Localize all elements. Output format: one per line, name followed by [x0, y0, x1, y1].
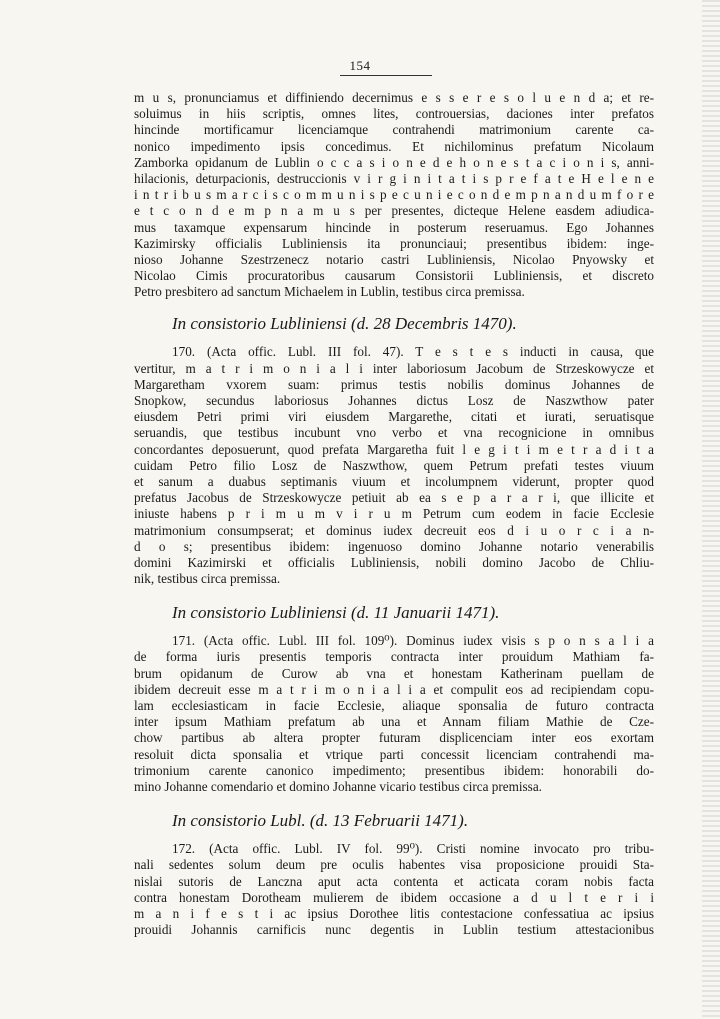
- text-line: e t c o n d e m p n a m u s per presentes, dicteque Helene easdem adiudica-: [134, 203, 654, 219]
- text-line: vertitur, m a t r i m o n i a l i inter laboriosum Jacobum de Strzeskowycze et: [134, 360, 654, 376]
- text-line: nali sedentes solum deum pre oculis habentes visa proposicione prouidi Sta-: [134, 857, 654, 873]
- entry-170-start: 170. (Acta offic. Lubl. III fol. 47). T e s t e s inducti in causa, que: [172, 344, 654, 360]
- text-line: contra honestam Dorotheam mulierem de ibidem occasione a d u l t e r i i: [134, 889, 654, 905]
- text-line: nislai sutoris de Lanczna aput acta contenta et acticata coram nobis facta: [134, 873, 654, 889]
- text-line: hilacionis, deturpacionis, destruccionis v i r g i n i t a t i s p r e f a t e H e l e n e: [134, 170, 654, 186]
- text-line: domini Kazimirski et officialis Lubliniensis, nobili domino Jacobo de Chliu-: [134, 554, 654, 570]
- text-line: cuidam Petro filio Losz de Naszwthow, quem Petrum prefati testes viuum: [134, 457, 654, 473]
- text-line: chow partibus ab altera propter futuram displicenciam inter eos exortam: [134, 730, 654, 746]
- text-line: trimonium carente canonico impedimento; presentibus ibidem: honorabili do-: [134, 762, 654, 778]
- text-line: Zamborka opidanum de Lublin o c c a s i o n e d e h o n e s t a c i o n i s, anni-: [134, 154, 654, 170]
- text-line: Margaretham vxorem suam: primus testis nobilis dominus Johannes de: [134, 376, 654, 392]
- text-line: inter ipsum Mathiam prefatum ab una et Annam filiam Mathie de Cze-: [134, 714, 654, 730]
- text-line: seruandis, que testibus incubunt vno verbo et vna recognicione in omnibus: [134, 425, 654, 441]
- text-line: eiusdem Petri primi viri eiusdem Margarethe, citati et iurati, seruatisque: [134, 409, 654, 425]
- text-line: prouidi Johannis carnificis nunc degentis in Lublin testium attestacionibus: [134, 922, 654, 938]
- text-line: nonico impedimento ipsis concedimus. Et nichilominus prefatum Nicolaum: [134, 138, 654, 154]
- text-line: m a n i f e s t i ac ipsius Dorothee litis contestacione confessatiua ac ipsius: [134, 905, 654, 921]
- text-line: d o s; presentibus ibidem: ingenuoso domino Johanne notario venerabilis: [134, 538, 654, 554]
- text-line: matrimonium consumpserat; et dominus iudex decreuit eos d i u o r c i a n-: [134, 522, 654, 538]
- text-line: Snopkow, secundus laboriosus Johannes dictus Losz de Naszwthow pater: [134, 393, 654, 408]
- page-text: [134, 90, 654, 938]
- page-number-rule: [340, 75, 432, 76]
- text-line: m u s, pronunciamus et diffiniendo decernimus e s s e r e s o l u e n d a; et re-: [134, 90, 654, 105]
- text-line: Nicolao Cimis procuratoribus causarum Consistorii Lubliniensis, et discreto: [134, 268, 654, 284]
- text-line: hincinde mortificamur licenciamque contrahendi matrimonium carente ca-: [134, 122, 654, 138]
- entry-172-start: 172. (Acta offic. Lubl. IV fol. 99⁰). Cristi nomine invocato pro tribu-: [172, 841, 654, 857]
- text-line: concordantes deposuerunt, quod prefata Margaretha fuit l e g i t i m e t r a d i t a: [134, 441, 654, 457]
- text-line: brum opidanum de Curow ab vna et honestam Katherinam puellam de: [134, 665, 654, 681]
- text-line: i n t r i b u s m a r c i s c o m m u n i s p e c u n i e c o n d e m p n a n d u m f o r e: [134, 187, 654, 203]
- text-line: de forma iuris presentis temporis contracta inter prouidum Mathiam fa-: [134, 649, 654, 665]
- text-line: lam ecclesiasticam in facie Ecclesie, aliaque sponsalia de futuro contracta: [134, 698, 654, 713]
- text-line: et sanum a duabus septimanis viuum et incolumpnem viderunt, propter quod: [134, 473, 654, 489]
- text-line: nik, testibus circa premissa.: [134, 571, 281, 587]
- scan-edge-artifact: [702, 0, 720, 1019]
- page-number: 154: [349, 58, 371, 73]
- text-line: soluimus in hiis scriptis, omnes lites, controuersias, daciones inter prefatos: [134, 106, 654, 122]
- section-heading: In consistorio Lubliniensi (d. 11 Januarii 1471).: [172, 603, 500, 623]
- text-line: mino Johanne comendario et domino Johanne vicario testibus circa premissa.: [134, 778, 542, 794]
- text-line: ibidem decreuit esse m a t r i m o n i a l i a et compulit eos ad recipiendam copu-: [134, 681, 654, 697]
- text-line: resoluit dicta sponsalia et vtrique parti concessit licenciam contrahendi ma-: [134, 746, 654, 762]
- text-line: iniuste habens p r i m u m v i r u m Petrum cum eodem in facie Ecclesie: [134, 506, 654, 522]
- text-line: Petro presbitero ad sanctum Michaelem in Lublin, testibus circa premissa.: [134, 284, 525, 300]
- text-line: prefatus Jacobus de Strzeskowycze petiuit ab ea s e p a r a r i, que illicite et: [134, 490, 654, 506]
- text-line: mus taxamque expensarum hincinde in posterum reseruamus. Ego Johannes: [134, 219, 654, 235]
- section-heading: In consistorio Lubl. (d. 13 Februarii 1471).: [172, 811, 469, 831]
- text-line: Kazimirsky officialis Lubliniensis ita pronunciaui; presentibus ibidem: inge-: [134, 235, 654, 251]
- entry-171-start: 171. (Acta offic. Lubl. III fol. 109⁰). Dominus iudex visis s p o n s a l i a: [172, 633, 654, 649]
- text-line: nioso Johanne Szestrzenecz notario castri Lubliniensis, Nicolao Pnyowsky et: [134, 251, 654, 267]
- section-heading: In consistorio Lubliniensi (d. 28 Decembris 1470).: [172, 314, 517, 334]
